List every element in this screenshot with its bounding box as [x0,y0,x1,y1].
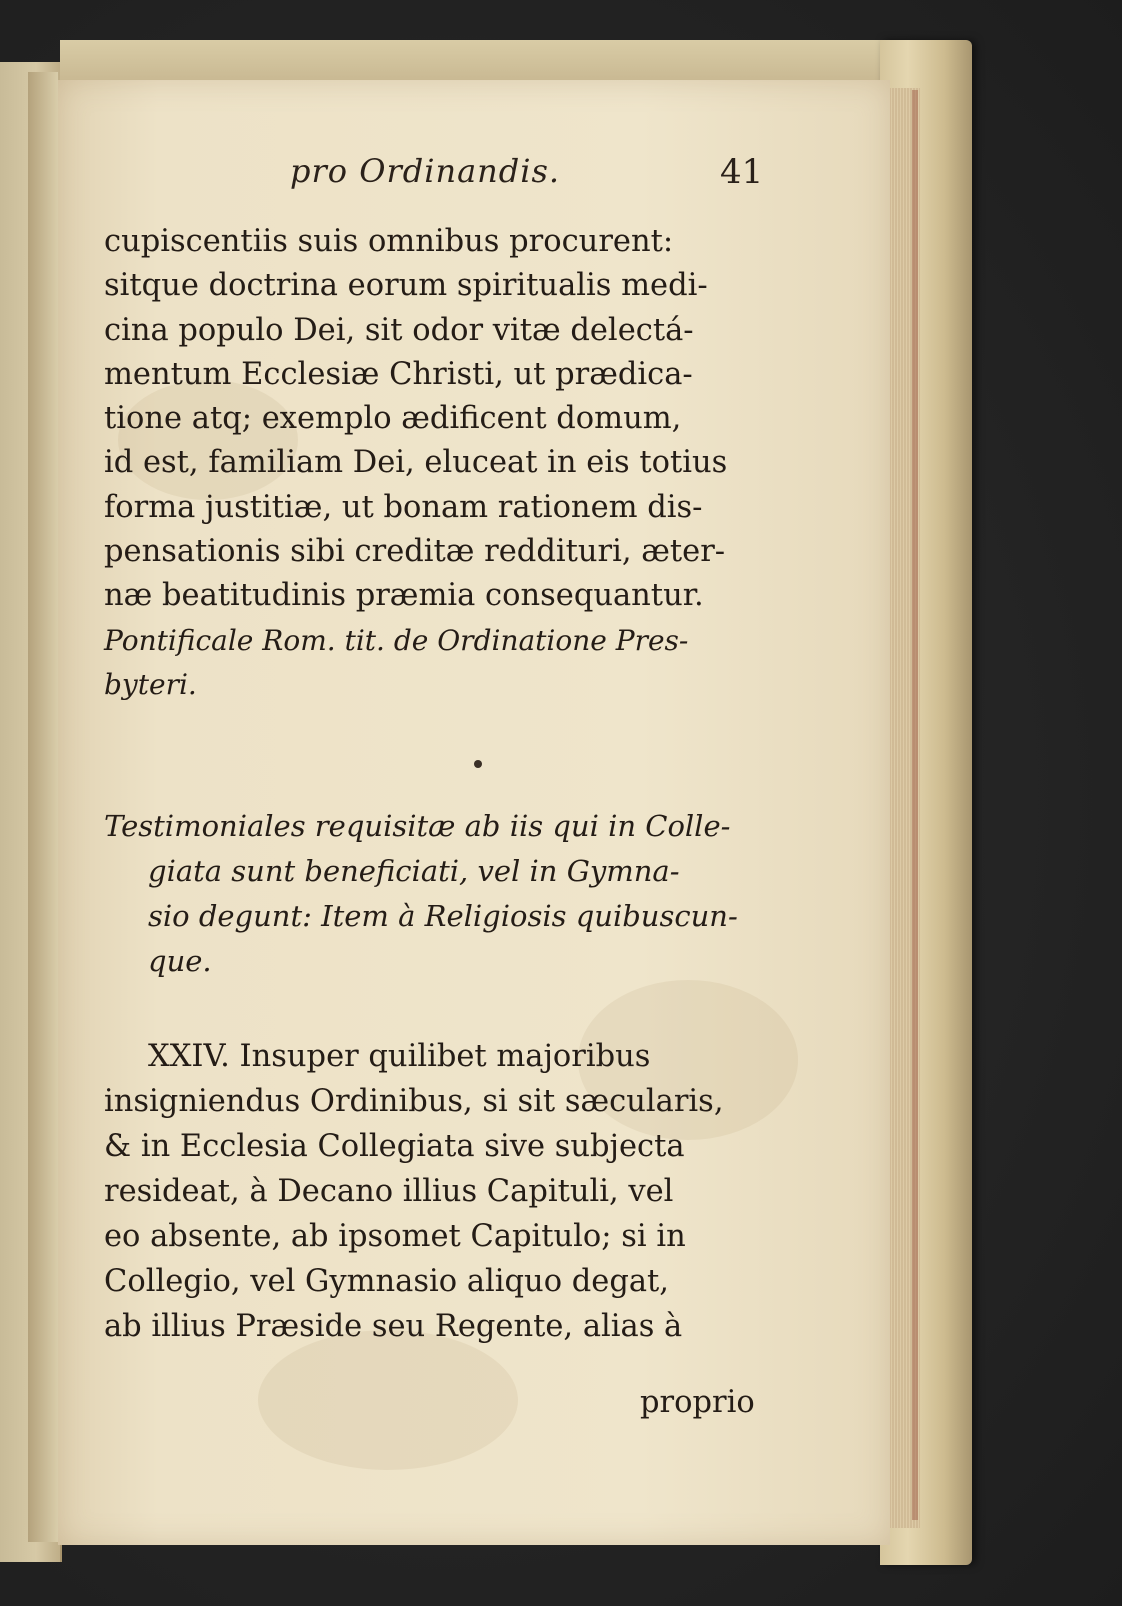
running-head: pro Ordinandis. [290,152,561,190]
paragraph-line: resideat, à Decano illius Capituli, vel [104,1174,674,1209]
heading-line: sio degunt: Item à Religiosis quibuscun- [148,899,738,933]
cover-top-edge [60,40,960,81]
paper-stain [258,1330,518,1470]
red-page-edge [912,90,918,1520]
body-text [104,220,774,619]
main-text-block [104,220,774,707]
book-gutter [28,72,58,1542]
paragraph-line: & in Ecclesia Collegiata sive subjecta [104,1129,685,1164]
text-line: forma justitiæ, ut bonam rationem dis- [104,489,703,525]
text-line: cupiscentiis suis omnibus procurent: [104,224,674,259]
text-line: pensationis sibi creditæ reddituri, æter- [104,534,726,570]
ornament-dot [474,760,482,768]
section-heading [104,804,774,984]
source-citation [104,619,774,708]
paragraph-line: ab illius Præside seu Regente, alias à [104,1309,683,1344]
paragraph-line: Collegio, vel Gymnasio aliquo degat, [104,1264,669,1299]
text-line: tione atq; exemplo ædificent domum, [104,401,682,437]
text-line: cina populo Dei, sit odor vitæ delectá- [104,312,694,348]
catchword: proprio [640,1385,755,1420]
heading-line: que. [148,944,212,978]
paragraph-line: eo absente, ab ipsomet Capitulo; si in [104,1219,686,1254]
citation-line: Pontificale Rom. tit. de Ordinatione Pres- [104,623,689,657]
text-line: id est, familiam Dei, eluceat in eis totius [104,445,728,481]
heading-line: Testimoniales requisitæ ab iis qui in Colle- [104,809,731,843]
paragraph-line: insigniendus Ordinibus, si sit sæcularis, [104,1084,724,1119]
text-line: mentum Ecclesiæ Christi, ut prædica- [104,356,693,392]
paragraph-xxiv [104,1034,774,1349]
text-line: næ beatitudinis præmia consequantur. [104,578,704,614]
paragraph-line: XXIV. Insuper quilibet majoribus [148,1039,651,1074]
heading-line: giata sunt beneficiati, vel in Gymna- [148,854,680,888]
page-number: 41 [720,152,764,192]
page-header [290,152,790,202]
citation-line: byteri. [104,667,197,701]
text-line: sitque doctrina eorum spiritualis medi- [104,268,708,304]
